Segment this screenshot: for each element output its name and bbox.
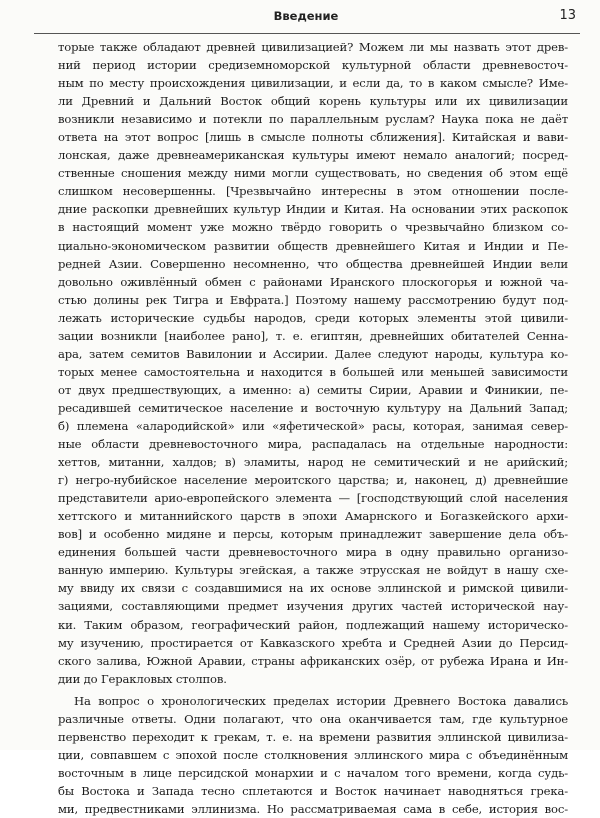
text-line: вов] и особенно мидяне и персы, которым принадлежит завершение дела объ-	[58, 527, 568, 542]
text-line: довольно оживлённый обмен с районами Иранского плоскогорья и южной ча-	[58, 274, 568, 289]
text-line: дние раскопки древнейших культур Индии и Китая. На основании этих раскопок	[58, 202, 568, 217]
text-line: ным по месту происхождения цивилизации, и если да, то в каком смысле? Име-	[58, 76, 568, 91]
text-line: ки. Таким образом, географический район, подлежащий нашему историческо-	[58, 617, 568, 632]
text-line: ара, затем семитов Вавилонии и Ассирии. Далее следуют народы, культура ко-	[58, 346, 568, 361]
text-line: от двух предшествующих, а именно: а) семиты Сирии, Аравии и Финикии, пе-	[58, 382, 568, 397]
text-line: восточным в лице персидской монархии и с началом того времени, когда судь-	[58, 765, 568, 780]
text-line: ний период истории средиземноморской культурной области древневосточ-	[58, 58, 568, 73]
text-line: единения большей части древневосточного мира в одну правильно организо-	[58, 545, 568, 560]
text-line: хеттского и митаннийского царств в эпохи Амарнского и Богазкейского архи-	[58, 509, 568, 524]
text-line: стью долины рек Тигра и Евфрата.] Поэтому нашему рассмотрению будут под-	[58, 292, 568, 307]
paragraph	[58, 38, 568, 688]
text-line: На вопрос о хронологических пределах истории Древнего Востока давались	[74, 693, 568, 708]
text-line: ванную империю. Культуры эгейская, а также этрусская не войдут в нашу схе-	[58, 563, 568, 578]
text-line: первенство переходит к грекам, т. е. на времени развития эллинской цивилиза-	[58, 729, 568, 744]
text-line: торые также обладают древней цивилизацией? Можем ли мы назвать этот древ-	[58, 40, 568, 54]
chapter-title: Введение	[273, 9, 339, 23]
text-line: редней Азии. Совершенно несомненно, что общества древнейшей Индии вели	[58, 256, 568, 271]
text-line: в настоящий момент уже можно твёрдо говорить о чрезвычайно близком со-	[58, 220, 568, 235]
paragraph	[58, 692, 568, 818]
text-line: возникли независимо и потекли по параллельным руслам? Наука пока не даёт	[58, 112, 568, 127]
text-line: му ввиду их связи с создавшимися на их основе эллинской и римской цивили-	[58, 581, 568, 596]
text-line: циально-экономическом развитии обществ древнейшего Китая и Индии и Пе-	[58, 238, 568, 253]
page-number: 13	[559, 8, 576, 23]
text-line: лежать исторические судьбы народов, среди которых элементы этой цивили-	[58, 310, 568, 325]
text-line: хеттов, митанни, халдов; в) эламиты, народ не семитический и не арийский;	[58, 455, 568, 470]
text-line: му изучению, простирается от Кавказского хребта и Средней Азии до Персид-	[58, 635, 568, 650]
text-line: б) племена «алародийской» или «яфетической» расы, которая, занимая север-	[58, 418, 568, 433]
text-line: зации возникли [наиболее рано], т. е. египтян, древнейших обитателей Сенна-	[58, 328, 568, 343]
text-line: дии до Геракловых столпов.	[58, 671, 227, 686]
text-line: ского залива, Южной Аравии, страны африканских озёр, от рубежа Ирана и Ин-	[58, 653, 568, 668]
header-rule	[34, 33, 580, 34]
text-line: ли Древний и Дальний Восток общий корень культуры или их цивилизации	[58, 94, 568, 109]
text-line: представители арио-европейского элемента — [господствующий слой населения	[58, 491, 568, 506]
text-line: ресадившей семитическое население и восточную культуру на Дальний Запад;	[58, 400, 568, 415]
text-line: ми, предвестниками эллинизма. Но рассматриваемая сама в себе, история вос-	[58, 801, 568, 816]
text-line: торых менее самостоятельна и находится в большей или меньшей зависимости	[58, 364, 568, 379]
text-line: ные области древневосточного мира, распадалась на отдельные народности:	[58, 437, 568, 452]
text-line: лонская, даже древнеамериканская культуры имеют немало аналогий; посред-	[58, 148, 568, 163]
text-line: г) негро-нубийское население мероитского царства; и, наконец, д) древнейшие	[58, 473, 568, 488]
running-header	[36, 6, 576, 28]
text-line: ответа на этот вопрос [лишь в смысле полноты сближения]. Китайская и вави-	[58, 130, 568, 145]
text-line: ции, совпавшем с эпохой после столкновения эллинского мира с объединённым	[58, 747, 568, 762]
text-line: различные ответы. Одни полагают, что она оканчивается там, где культурное	[58, 711, 568, 726]
text-line: бы Востока и Запада тесно сплетаются и Восток начинает наводняться грека-	[58, 783, 568, 798]
text-line: слишком несовершенны. [Чрезвычайно интересны в этом отношении после-	[58, 184, 568, 199]
text-line: зациями, составляющими предмет изучения других частей исторической нау-	[58, 599, 568, 614]
text-line: ственные сношения между ними могли существовать, но сведения об этом ещё	[58, 166, 568, 181]
text-body	[58, 38, 568, 818]
